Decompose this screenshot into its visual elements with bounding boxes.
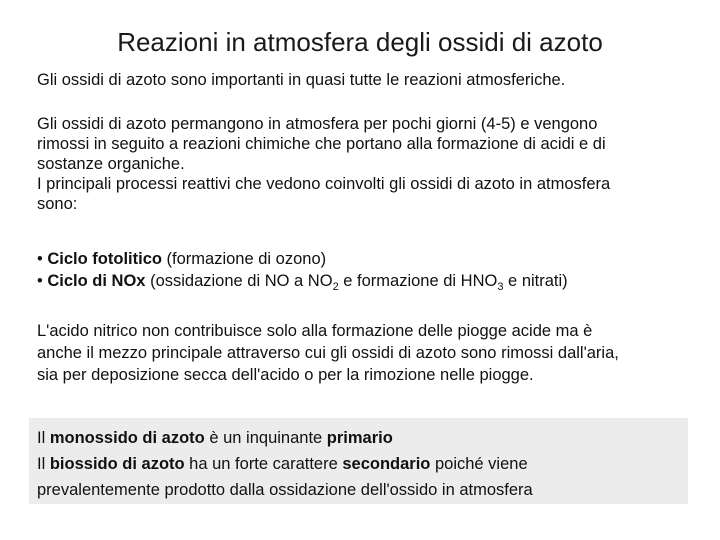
box-line-secondary (37, 451, 682, 477)
paragraph-line: sono: (37, 195, 78, 213)
item-text: e nitrati) (503, 272, 568, 290)
intro-paragraph: Gli ossidi di azoto sono importanti in quasi tutte le reazioni atmosferiche. (37, 71, 566, 89)
item-text: e formazione di HNO (338, 272, 498, 290)
process-list (37, 248, 687, 292)
paragraph-line: I principali processi reattivi che vedono coinvolti gli ossidi di azoto in atmosfera (37, 175, 611, 193)
box-text: ha un forte carattere (184, 455, 343, 473)
subscript: 3 (497, 281, 504, 293)
item-text: (formazione di ozono) (161, 250, 327, 268)
bold-term: biossido di azoto (49, 455, 185, 473)
subscript: 2 (332, 281, 339, 293)
box-text: Il (37, 429, 50, 447)
highlight-box-text (37, 425, 682, 503)
paragraph-line: sostanze organiche. (37, 155, 185, 173)
bold-term: primario (326, 429, 393, 447)
persistence-paragraph (37, 114, 687, 214)
bold-term: secondario (342, 455, 431, 473)
paragraph-line: Gli ossidi di azoto permangono in atmosfera per pochi giorni (4-5) e vengono (37, 115, 598, 133)
box-line-origin: prevalentemente prodotto dalla ossidazione dell'ossido in atmosfera (37, 481, 533, 499)
paragraph-line: L'acido nitrico non contribuisce solo alla formazione delle piogge acide ma è (37, 322, 593, 340)
paragraph-line: sia per deposizione secca dell'acido o per la rimozione nelle piogge. (37, 366, 534, 384)
bullet-marker: • (37, 250, 48, 268)
bullet-marker: • (37, 272, 48, 290)
paragraph-line: anche il mezzo principale attraverso cui gli ossidi di azoto sono rimossi dall'aria, (37, 344, 619, 362)
bold-term: Ciclo fotolitico (47, 250, 162, 268)
paragraph-line: rimossi in seguito a reazioni chimiche che portano alla formazione di acidi e di (37, 135, 606, 153)
box-text: è un inquinante (204, 429, 327, 447)
nitric-acid-paragraph (37, 320, 687, 386)
bold-term: Ciclo di NOx (47, 272, 146, 290)
item-text: (ossidazione di NO a NO (145, 272, 333, 290)
list-item-photolytic-cycle (37, 248, 687, 270)
bold-term: monossido di azoto (49, 429, 205, 447)
list-item-nox-cycle (37, 270, 687, 292)
box-text: poiché viene (430, 455, 528, 473)
slide-title: Reazioni in atmosfera degli ossidi di azoto (117, 27, 603, 57)
box-line-primary (37, 425, 682, 451)
box-text: Il (37, 455, 50, 473)
